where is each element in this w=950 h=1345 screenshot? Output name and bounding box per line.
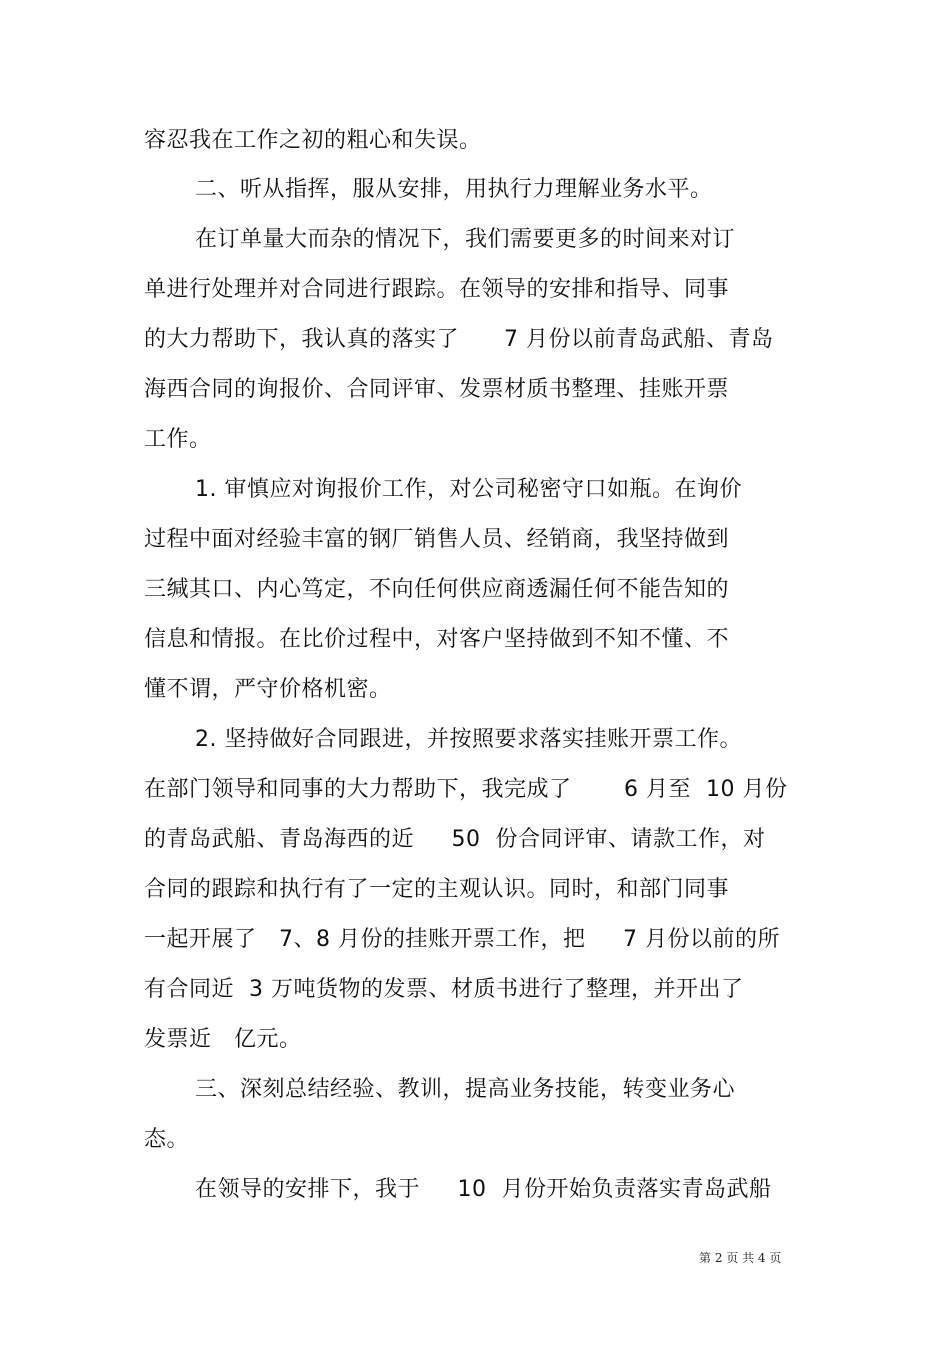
paragraph-line: 过程中面对经验丰富的钢厂销售人员、经销商，我坚持做到	[144, 527, 730, 552]
paragraph-line: 懂不谓，严守价格机密。	[144, 677, 392, 702]
paragraph-line: 的大力帮助下，我认真的落实了 7 月份以前青岛武船、青岛	[144, 327, 774, 352]
paragraph-line: 工作。	[144, 427, 212, 452]
paragraph-line: 三缄其口、内心笃定，不向任何供应商透漏任何不能告知的	[144, 577, 730, 602]
paragraph-line: 的青岛武船、青岛海西的近 50 份合同评审、请款工作，对	[144, 827, 766, 852]
paragraph-line: 容忍我在工作之初的粗心和失误。	[144, 128, 482, 153]
paragraph-line: 在领导的安排下，我于 10 月份开始负责落实青岛武船	[195, 1177, 772, 1202]
paragraph-line: 一起开展了 7、8 月份的挂账开票工作，把 7 月份以前的所	[144, 927, 780, 952]
section-heading: 二、听从指挥，服从安排，用执行力理解业务水平。	[195, 177, 713, 202]
section-heading: 三、深刻总结经验、教训，提高业务技能，转变业务心	[195, 1077, 736, 1102]
page-number-footer: 第 2 页 共 4 页	[699, 1251, 782, 1265]
paragraph-line: 发票近 亿元。	[144, 1027, 302, 1052]
paragraph-line: 信息和情报。在比价过程中，对客户坚持做到不知不懂、不	[144, 627, 730, 652]
paragraph-line: 态。	[144, 1127, 190, 1152]
list-item-heading: 1. 审慎应对询报价工作，对公司秘密守口如瓶。在询价	[195, 477, 742, 502]
paragraph-line: 海西合同的询报价、合同评审、发票材质书整理、挂账开票	[144, 377, 730, 402]
paragraph-line: 合同的跟踪和执行有了一定的主观认识。同时，和部门同事	[144, 877, 730, 902]
paragraph-line: 单进行处理并对合同进行跟踪。在领导的安排和指导、同事	[144, 277, 730, 302]
list-item-heading: 2. 坚持做好合同跟进，并按照要求落实挂账开票工作。	[195, 727, 742, 752]
paragraph-line: 在部门领导和同事的大力帮助下，我完成了 6 月至 10 月份	[144, 777, 788, 802]
paragraph-line: 有合同近 3 万吨货物的发票、材质书进行了整理，并开出了	[144, 977, 744, 1002]
paragraph-line: 在订单量大而杂的情况下，我们需要更多的时间来对订	[195, 227, 736, 252]
